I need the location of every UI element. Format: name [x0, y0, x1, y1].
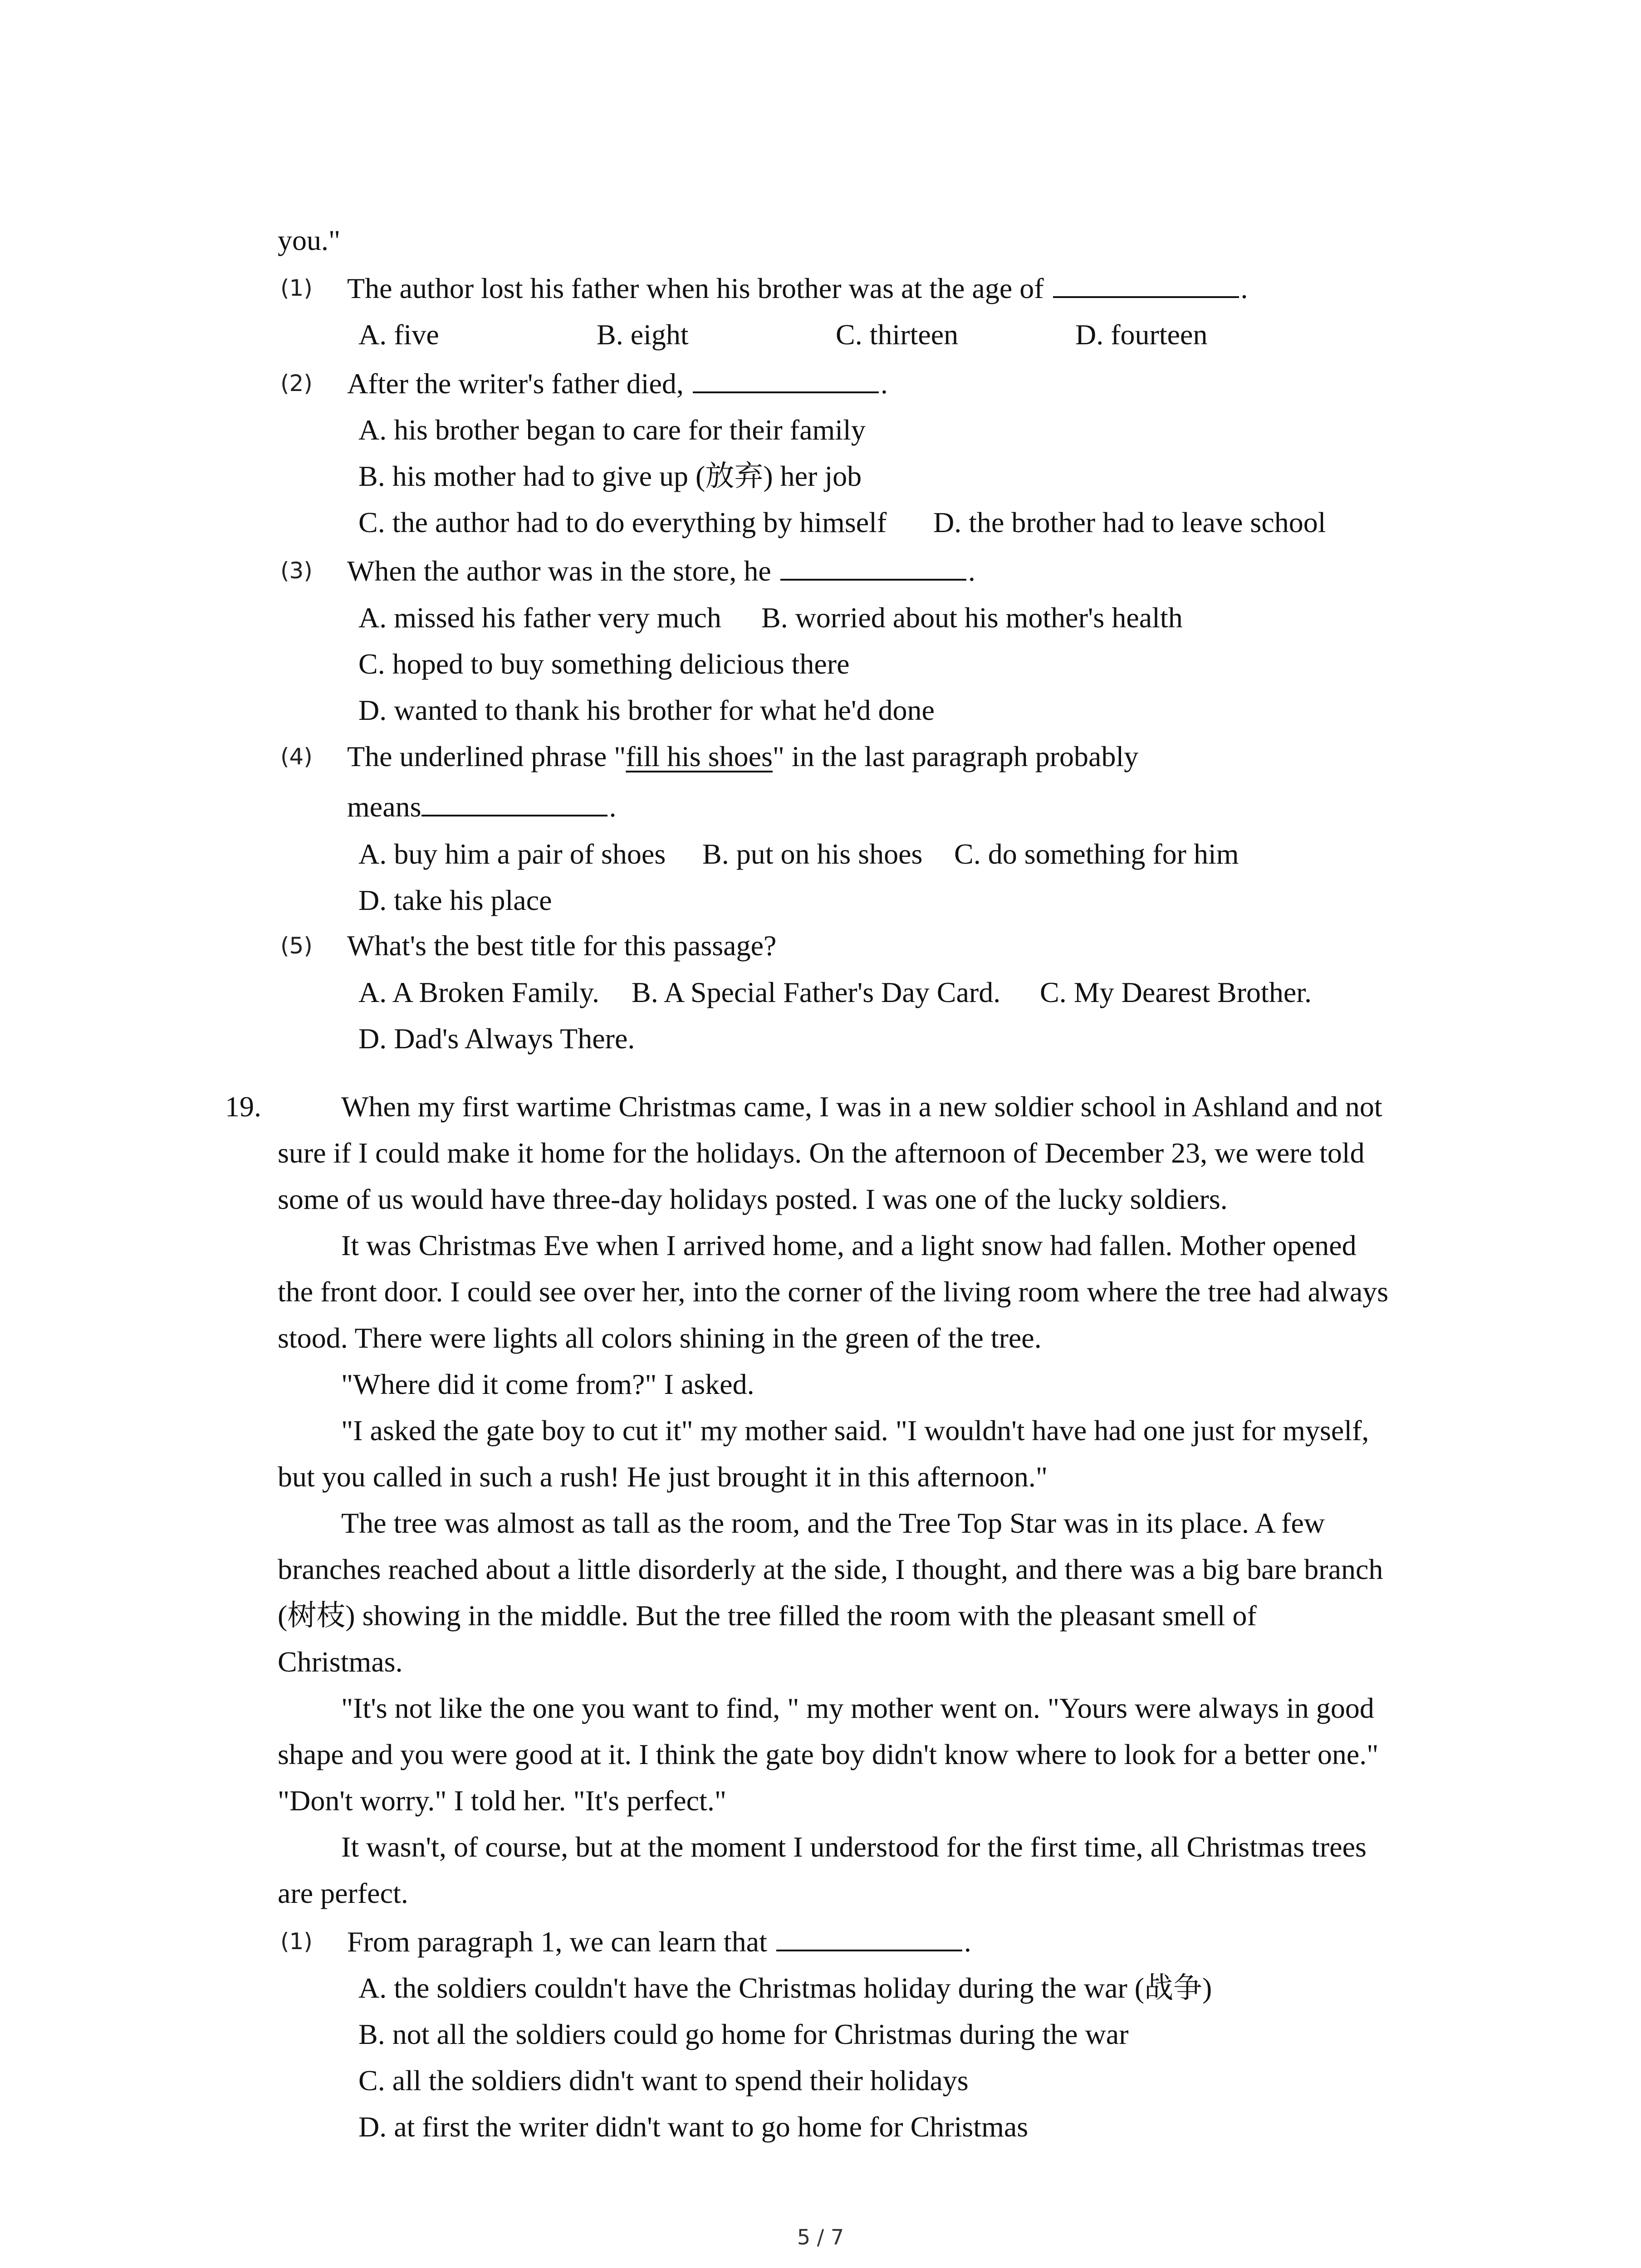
passage-line: The tree was almost as tall as the room, and the Tree Top Star was in its place. A few [341, 1507, 1325, 1539]
stem-end: . [964, 1926, 971, 1958]
stem-text: The author lost his father when his brother was at the age of [347, 272, 1044, 304]
stem-text: means [347, 791, 421, 823]
option-a[interactable]: A. missed his father very much [358, 601, 721, 634]
option-d[interactable]: D. Dad's Always There. [358, 1022, 635, 1055]
option-a[interactable]: A. his brother began to care for their family [358, 414, 866, 446]
question-number: (3) [280, 557, 313, 584]
option-a[interactable]: A. five [358, 318, 439, 351]
answer-blank[interactable] [776, 1923, 962, 1951]
question-stem [347, 552, 975, 589]
option-b[interactable]: B. eight [597, 318, 689, 351]
passage-line: stood. There were lights all colors shining in the green of the tree. [278, 1322, 1042, 1354]
option-c[interactable]: C. hoped to buy something delicious there [358, 648, 850, 680]
passage-line: sure if I could make it home for the holidays. On the afternoon of December 23, we were told [278, 1137, 1365, 1169]
option-d[interactable]: D. at first the writer didn't want to go home for Christmas [358, 2111, 1029, 2143]
passage-line: "Where did it come from?" I asked. [341, 1368, 754, 1400]
question-stem-continued [347, 788, 617, 825]
answer-blank[interactable] [1053, 270, 1239, 298]
option-a[interactable]: A. the soldiers couldn't have the Christmas holiday during the war (战争) [358, 1972, 1212, 2004]
page-number: 5 / 7 [797, 2225, 844, 2249]
stem-text: After the writer's father died, [347, 367, 684, 400]
option-a[interactable]: A. A Broken Family. [358, 976, 599, 1008]
question-number: (2) [280, 370, 313, 396]
answer-blank[interactable] [780, 552, 966, 581]
option-d[interactable]: D. fourteen [1075, 318, 1208, 351]
passage-line: Christmas. [278, 1646, 403, 1678]
option-c[interactable]: C. all the soldiers didn't want to spend their holidays [358, 2064, 969, 2097]
passage-fragment: you." [278, 224, 341, 256]
passage-line: It was Christmas Eve when I arrived home, and a light snow had fallen. Mother opened [341, 1229, 1357, 1261]
stem-end: . [880, 367, 888, 400]
option-c[interactable]: C. thirteen [836, 318, 959, 351]
option-c[interactable]: C. do something for him [954, 838, 1239, 870]
passage-line: are perfect. [278, 1877, 408, 1909]
passage-line: but you called in such a rush! He just brought it in this afternoon." [278, 1461, 1048, 1493]
option-c[interactable]: C. My Dearest Brother. [1040, 976, 1312, 1008]
question-number: (5) [280, 933, 313, 959]
question-number: (4) [280, 743, 313, 770]
option-c[interactable]: C. the author had to do everything by himself [358, 506, 887, 538]
question-stem [347, 1923, 971, 1960]
passage-line: When my first wartime Christmas came, I was in a new soldier school in Ashland and not [341, 1090, 1382, 1123]
option-d[interactable]: D. take his place [358, 884, 552, 916]
option-b[interactable]: B. his mother had to give up (放弃) her job [358, 460, 862, 492]
option-d[interactable]: D. the brother had to leave school [933, 506, 1326, 538]
passage-line: "Don't worry." I told her. "It's perfect." [278, 1784, 726, 1817]
option-b[interactable]: B. not all the soldiers could go home for Christmas during the war [358, 2018, 1129, 2050]
option-d[interactable]: D. wanted to thank his brother for what he'd done [358, 694, 935, 726]
question-number: (1) [280, 275, 313, 301]
stem-end: . [1240, 272, 1248, 304]
question-number: 19. [225, 1090, 261, 1123]
option-a[interactable]: A. buy him a pair of shoes [358, 838, 666, 870]
passage-line: "It's not like the one you want to find, " my mother went on. "Yours were always in good [341, 1692, 1374, 1724]
question-stem [347, 365, 888, 402]
answer-blank[interactable] [693, 365, 879, 393]
question-stem [347, 738, 1138, 775]
option-b[interactable]: B. worried about his mother's health [761, 601, 1183, 634]
stem-text: When the author was in the store, he [347, 555, 771, 587]
passage-line: It wasn't, of course, but at the moment I understood for the first time, all Christmas trees [341, 1831, 1367, 1863]
stem-end: . [968, 555, 975, 587]
option-b[interactable]: B. put on his shoes [702, 838, 923, 870]
answer-blank[interactable] [421, 788, 607, 816]
stem-text: The underlined phrase " [347, 740, 626, 772]
stem-text: From paragraph 1, we can learn that [347, 1926, 767, 1958]
question-stem: What's the best title for this passage? [347, 929, 777, 962]
passage-line: the front door. I could see over her, into the corner of the living room where the tree had always [278, 1276, 1389, 1308]
underlined-phrase: fill his shoes [626, 740, 773, 772]
passage-line: some of us would have three-day holidays posted. I was one of the lucky soldiers. [278, 1183, 1228, 1215]
option-b[interactable]: B. A Special Father's Day Card. [632, 976, 1001, 1008]
question-number: (1) [280, 1928, 313, 1955]
question-stem [347, 270, 1248, 307]
passage-line: shape and you were good at it. I think the gate boy didn't know where to look for a better one." [278, 1738, 1379, 1770]
passage-line: (树枝) showing in the middle. But the tree filled the room with the pleasant smell of [278, 1599, 1257, 1632]
passage-line: branches reached about a little disorderly at the side, I thought, and there was a big bare branch [278, 1553, 1383, 1585]
stem-end: . [609, 791, 617, 823]
passage-line: "I asked the gate boy to cut it" my mother said. "I wouldn't have had one just for myself, [341, 1414, 1369, 1447]
stem-text: " in the last paragraph probably [772, 740, 1139, 772]
